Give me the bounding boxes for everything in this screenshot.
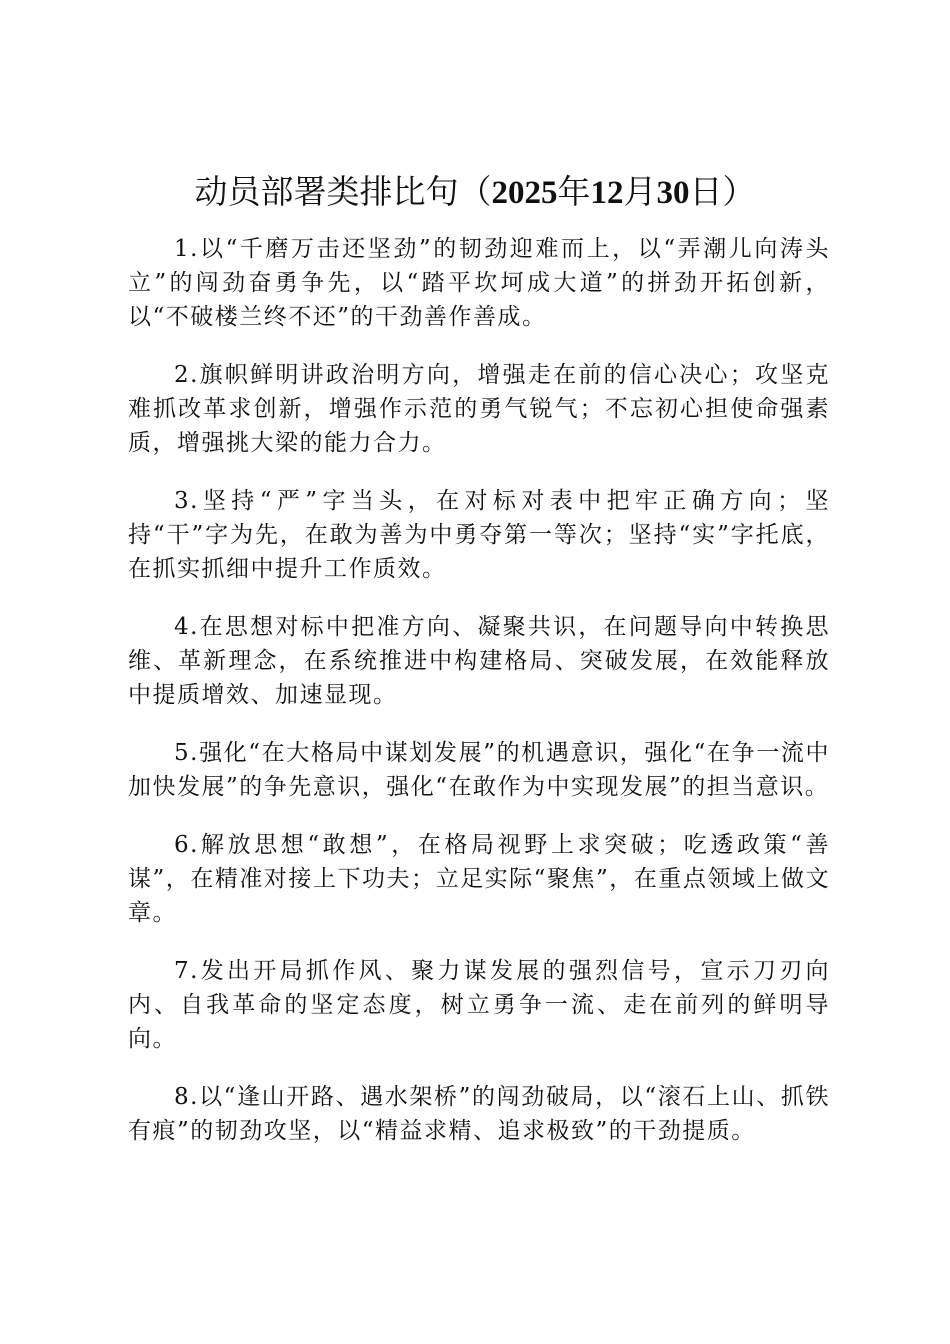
paragraph-2: 2.旗帜鲜明讲政治明方向，增强走在前的信心决心；攻坚克难抓改革求创新，增强作示范的勇气锐气；不忘初心担使命强素质，增强挑大梁的能力合力。 xyxy=(128,362,830,456)
title-prefix: 动员部署类排比句（ xyxy=(194,172,492,211)
title-year: 2025 xyxy=(491,175,558,211)
paragraph-4: 4.在思想对标中把准方向、凝聚共识，在问题导向中转换思维、革新理念，在系统推进中构建格局、突破发展，在效能释放中提质增效、加速显现。 xyxy=(128,614,830,708)
title-year-unit: 年 xyxy=(557,172,591,211)
document-body xyxy=(128,232,830,1172)
paragraph-5: 5.强化“在大格局中谋划发展”的机遇意识，强化“在争一流中加快发展”的争先意识，强化“在敢作为中实现发展”的担当意识。 xyxy=(128,740,830,800)
paragraph-8: 8.以“逢山开路、遇水架桥”的闯劲破局，以“滚石上山、抓铁有痕”的韧劲攻坚，以“精益求精、追求极致”的干劲提质。 xyxy=(128,1084,830,1144)
paragraph-6: 6.解放思想“敢想”，在格局视野上求突破；吃透政策“善谋”，在精准对接上下功夫；立足实际“聚焦”，在重点领域上做文章。 xyxy=(128,832,830,926)
title-month: 12 xyxy=(590,175,624,211)
paragraph-1: 1.以“千磨万击还坚劲”的韧劲迎难而上，以“弄潮儿向涛头立”的闯劲奋勇争先，以“踏平坎坷成大道”的拼劲开拓创新，以“不破楼兰终不还”的干劲善作善成。 xyxy=(128,236,830,330)
document-title xyxy=(120,168,830,217)
title-suffix: 日） xyxy=(689,172,756,211)
paragraph-3: 3.坚持“严”字当头，在对标对表中把牢正确方向；坚持“干”字为先，在敢为善为中勇夺第一等次；坚持“实”字托底，在抓实抓细中提升工作质效。 xyxy=(128,488,830,582)
title-day: 30 xyxy=(656,175,690,211)
title-month-unit: 月 xyxy=(623,172,657,211)
paragraph-7: 7.发出开局抓作风、聚力谋发展的强烈信号，宣示刀刃向内、自我革命的坚定态度，树立勇争一流、走在前列的鲜明导向。 xyxy=(128,958,830,1052)
